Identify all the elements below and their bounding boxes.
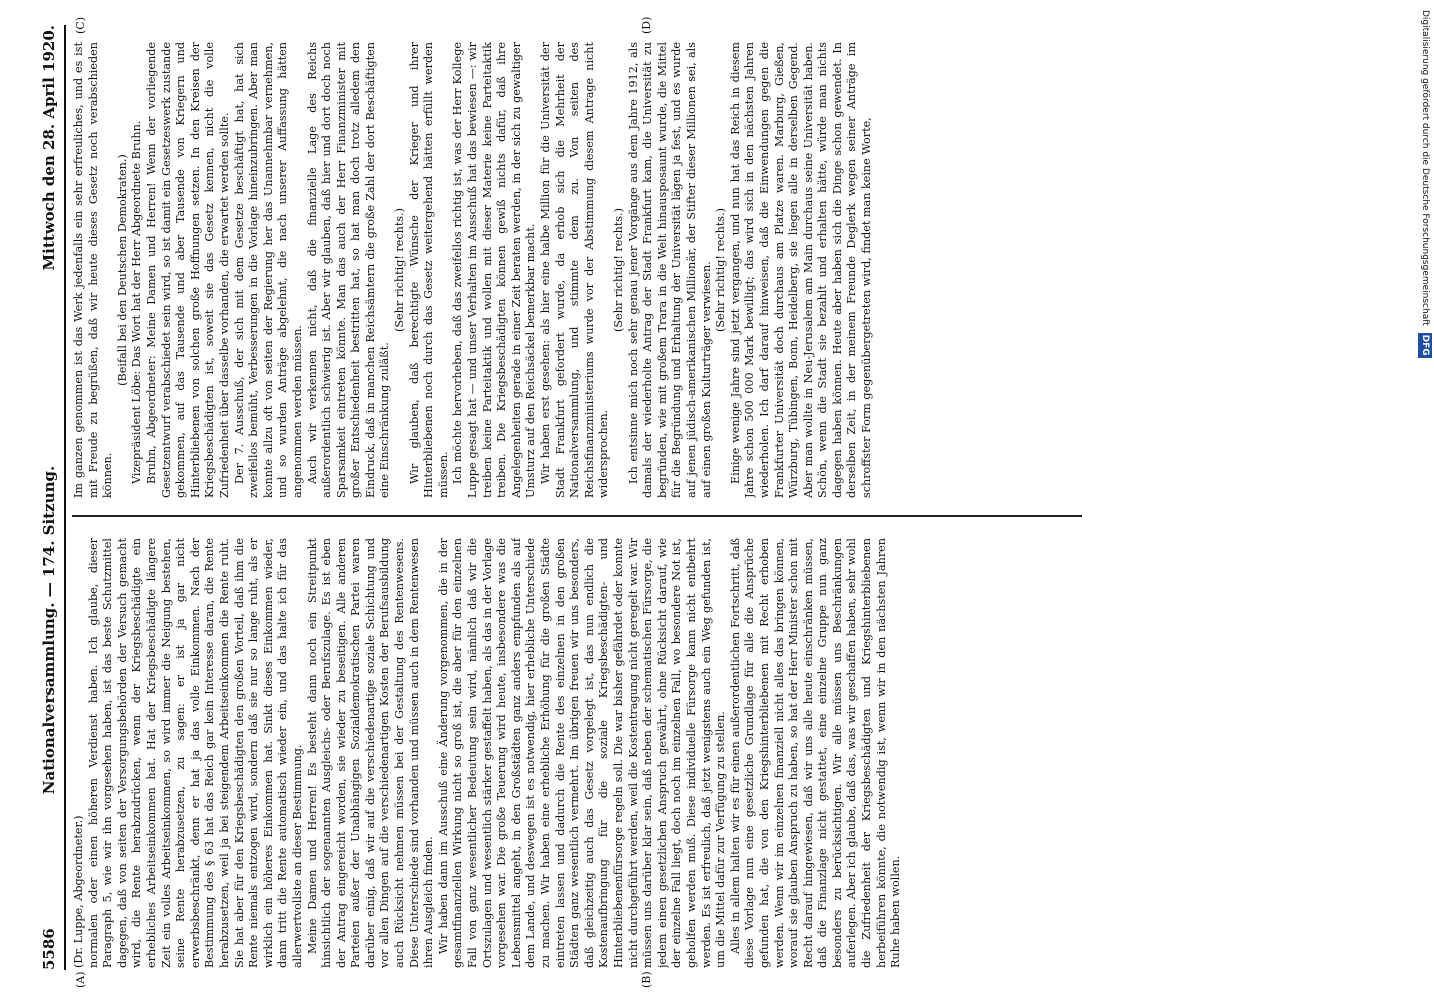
paragraph: Einige wenige Jahre sind jetzt vergangen, und nun hat das Reich in diesem Jahre schon 500 000 Mark bewilligt; das wird sich in den nächsten Jahren wiederholen. Ich darf darauf hinweisen, daß die Einwendungen gegen die Frankfurter Universität doch durchaus am Platze waren. Marburg, Gießen, Würzburg, Tübingen, Bonn, Heidelberg, sie liegen alle in derselben Gegend. Aber man wollte in Neu-Jerusalem am Main durchaus seine Universität haben. Schön, wenn die Stadt sie bezahlt und erhalten hätte, würde man nichts dagegen haben können. Heute aber haben sich die Dinge schon gewendet. In derselben Zeit, in der meinem Freunde Deglerk wegen seiner Anträge im schroffster Form gegenübergetreten wird, findet man keine Worte,	[728, 42, 874, 498]
paragraph: Wir haben dann im Ausschuß eine Änderung vorgenommen, die in der gesamtfinanziellen Wirkung nicht so groß ist, die aber für den einzelnen Fall von ganz wesentlicher Bedeutung sein wird, nämlich daß wir die Ortszulagen und wesentlich stärker gestaffelt haben, als das in der Vorlage vorgesehen war. Die große Teuerung wird heute, insbesondere was die Lebensmittel angeht, in den Großstädten ganz anders empfunden als auf dem Lande, und deswegen ist es notwendig, hier erhebliche Unterschiede zu machen. Wir haben eine erhebliche Erhöhung für die großen Städte eintreten lassen und dadurch die Rente des einzelnen in den großen Städten ganz wesentlich vermehrt. Im übrigen freuen wir uns besonders, daß gleichzeitig auch das Gesetz vorgelegt ist, das nun endlich die Kostenaufbringung für die soziale Kriegsbeschädigten- und Hinterbliebenenfürsorge regeln soll. Die war bisher gefährdet oder konnte nicht durchgeführt werden, weil die Kostentragung nicht geregelt war. Wir müssen uns darüber klar sein, daß neben der schematischen Fürsorge, die jedem einen gesetzlichen Anspruch gewährt, ohne Rücksicht darauf, wie der einzelne Fall liegt, doch noch im einzelnen Fall, wo besondere Not ist, geholfen werden muß. Diese individuelle Fürsorge kann nicht entbehrt werden. Es ist erfreulich, daß jetzt wenigstens auch ein Weg gefunden ist, um die Mittel dafür zur Verfügung zu stellen.	[436, 538, 728, 968]
right-text-column	[72, 42, 1082, 498]
paragraph: Auch wir verkennen nicht, daß die finanzielle Lage des Reichs außerordentlich schwierig ist. Aber wir glauben, daß hier und dort doch noch Sparsamkeit eintreten könnte. Man das auch der Herr Finanzminister mit großer Entschiedenheit bestritten hat, so hat man doch trotz alledem den Eindruck, daß in manchen Reichsämtern die große Zahl der dort Beschäftigten eine Einschränkung zuläßt.	[305, 42, 392, 498]
paragraph: Wir glauben, daß berechtigte Wünsche der Krieger und ihrer Hinterbliebenen noch durch das Gesetz weitergehend hätten erfüllt werden müssen.	[407, 42, 450, 498]
speaker-reference: (Dr. Luppe, Abgeordneter.)	[72, 815, 85, 968]
paragraph: Ich entsinne mich noch sehr genau jener Vorgänge aus dem Jahre 1912, als damals der wiederholte Antrag der Stadt Frankfurt kam, die Universität zu begründen, wie mit großem Trara in die Welt hinausposaunt wurde, die Mittel für die Begründung und Erhaltung der Universität lägen ja fest, und es wurde auf jenen jüdisch-amerikanischen Millionär, der Stifter dieser Millionen sei, als auf einen großen Kulturträger verwiesen.	[626, 42, 713, 498]
margin-marker-b: (B)	[640, 971, 653, 988]
applause-note: (Sehr richtig! rechts.)	[611, 207, 625, 333]
paragraph: Alles in allem halten wir es für einen außerordentlichen Fortschritt, daß diese Vorlage nun eine gesetzliche Grundlage für alle die Ansprüche gefunden hat, die von den Kriegshinterbliebenen mit Recht erhoben werden. Wenn wir im einzelnen finanziell nicht alles das bringen können, worauf sie glauben Anspruch zu haben, so hat der Herr Minister schon mit Recht darauf hingewiesen, daß wir uns alle heute einschränken müssen, daß die Finanzlage nicht gestattet, eine einzelne Gruppe nun ganz besonders zu berücksichtigen. Wir alle müssen uns Beschränkungen auferlegen. Aber ich glaube, daß das, was wir geschaffen haben, sehr wohl die Zufriedenheit der Kriegsbeschädigten und Kriegshinterbliebenen herbeiführen könnte, die notwendig ist, wenn wir in den nächsten Jahren Ruhe haben wollen.	[728, 538, 903, 968]
session-date: Mittwoch den 28. April 1920.	[40, 25, 58, 271]
applause-note: (Sehr richtig! rechts.)	[393, 207, 407, 333]
margin-marker-c: (C)	[74, 17, 87, 34]
paragraph: Wir haben erst gesehen: als hier eine halbe Million für die Universität der Stadt Frankfurt gefordert wurde, da erhob sich die Mehrheit der Nationalversammlung, und stimmte dem zu. Von seiten des Reichsfinanzministeriums wurde vor der Abstimmung diesem Antrage nicht widersprochen.	[539, 42, 611, 498]
credit-text: Digitalisierung gefördert durch die Deutsche Forschungsgemeinschaft	[1420, 10, 1430, 326]
page-title: Nationalversammlung. — 174. Sitzung.	[40, 465, 58, 795]
left-text-column	[72, 538, 1082, 968]
column-divider	[72, 516, 1082, 518]
paragraph: Im ganzen genommen ist das Werk jedenfalls ein sehr erfreuliches, und es ist mit Freude zu begrüßen, daß wir heute dieses Gesetz noch verabschieden können.	[72, 42, 115, 498]
paragraph: Meine Damen und Herren! Es besteht dann noch ein Streitpunkt hinsichtlich der sogenannten Ausgleichs- oder Berufszulage. Es ist eben der Antrag eingereicht worden, sie wieder zu beseitigen. Alle anderen Parteien außer der Unabhängigen Sozialdemokratischen Partei waren darüber einig, daß wir auf die verschiedenartige soziale Schichtung und vor allen Dingen auf die verschiedenartigen Kosten der Berufsausbildung auch Rücksicht nehmen müssen bei der Gestaltung des Rentenwesens. Diese Unterschiede sind vorhanden und müssen auch in dem Rentenwesen ihren Ausgleich finden.	[305, 538, 436, 968]
paragraph: Der 7. Ausschuß, der sich mit dem Gesetze beschäftigt hat, hat sich zweifellos bemüht, Verbesserungen in die Vorlage hineinzubringen. Aber man konnte allzu oft von seiten der Regierung her das Unannehmbar vernehmen, und so wurden Anträge abgelehnt, die nach unserer Auffassung hätten angenommen werden müssen.	[232, 42, 304, 498]
paragraph: normalen oder einen höheren Verdienst haben. Ich glaube, dieser Paragraph 5, wie wir ihn vorgesehen haben, ist das beste Schutzmittel dagegen, daß von seiten der Versorgungsbehörden der Versuch gemacht wird, die Rente herabzudrücken, wenn der Kriegsbeschädigte ein erhebliches Arbeitseinkommen hat. Hat der Kriegsbeschädigte längere Zeit ein volles Arbeitseinkommen, so wird immer die Neigung bestehen, seine Rente herabzusetzen, zu sagen: er ist ja gar nicht erwerbsbeschränkt, denn er hat ja das volle Einkommen. Nach der Bestimmung des § 63 hat das Reich gar kein Interesse daran, die Rente herabzusetzen, weil ja bei steigendem Arbeitseinkommen die Rente ruht. Sie hat aber für den Kriegsbeschädigten den großen Vorteil, daß ihm die Rente niemals entzogen wird, sondern daß sie nur so lange ruht, als er wirklich ein höheres Einkommen hat. Sinkt dieses Einkommen wieder, dann tritt die Rente automatisch wieder ein, und das halte ich für das allerwertvollste an dieser Bestimmung.	[86, 538, 304, 968]
page-header	[38, 25, 64, 970]
dfg-logo: DFG	[1420, 334, 1430, 356]
applause-note: (Beifall bei den Deutschen Demokraten.)	[115, 154, 129, 386]
header-rule	[64, 25, 66, 970]
speaker-call: Vizepräsident Löbe: Das Wort hat der Herr Abgeordnete Bruhn.	[130, 120, 144, 484]
page-number: 5586	[40, 928, 58, 970]
digitization-credit	[1418, 10, 1432, 990]
margin-marker-a: (A)	[74, 971, 87, 988]
margin-marker-d: (D)	[640, 16, 653, 34]
paragraph: Ich möchte hervorheben, daß das zweifellos richtig ist, was der Herr Kollege Luppe gesagt hat — und unser Verhalten im Ausschuß hat das bewiesen —: wir treiben keine Parteitaktik und wollen mit dieser Materie keine Parteitaktik treiben. Die Kriegsbeschädigten können gewiß nichts dafür, daß ihre Angelegenheiten gerade in einer Zeit beraten werden, in der sich zu gewaltiger Umsturz auf den Reichsäckel bemerkbar macht.	[451, 42, 538, 498]
applause-note: (Sehr richtig! rechts.)	[714, 207, 728, 333]
paragraph: Bruhn, Abgeordneter: Meine Damen und Herren! Wenn der vorliegende Gesetzentwurf verabschiedet sein wird, so ist damit ein Gesetzeswerk zustande gekommen, auf das Tausende und aber Tausende von Kriegern und Hinterbliebenen von solchen große Hoffnungen setzen. In den Kreisen der Kriegsbeschädigten ist, soweit sie das Gesetz kennen, nicht die volle Zufriedenheit über dasselbe vorhanden, die erwartet werden sollte.	[144, 42, 231, 498]
